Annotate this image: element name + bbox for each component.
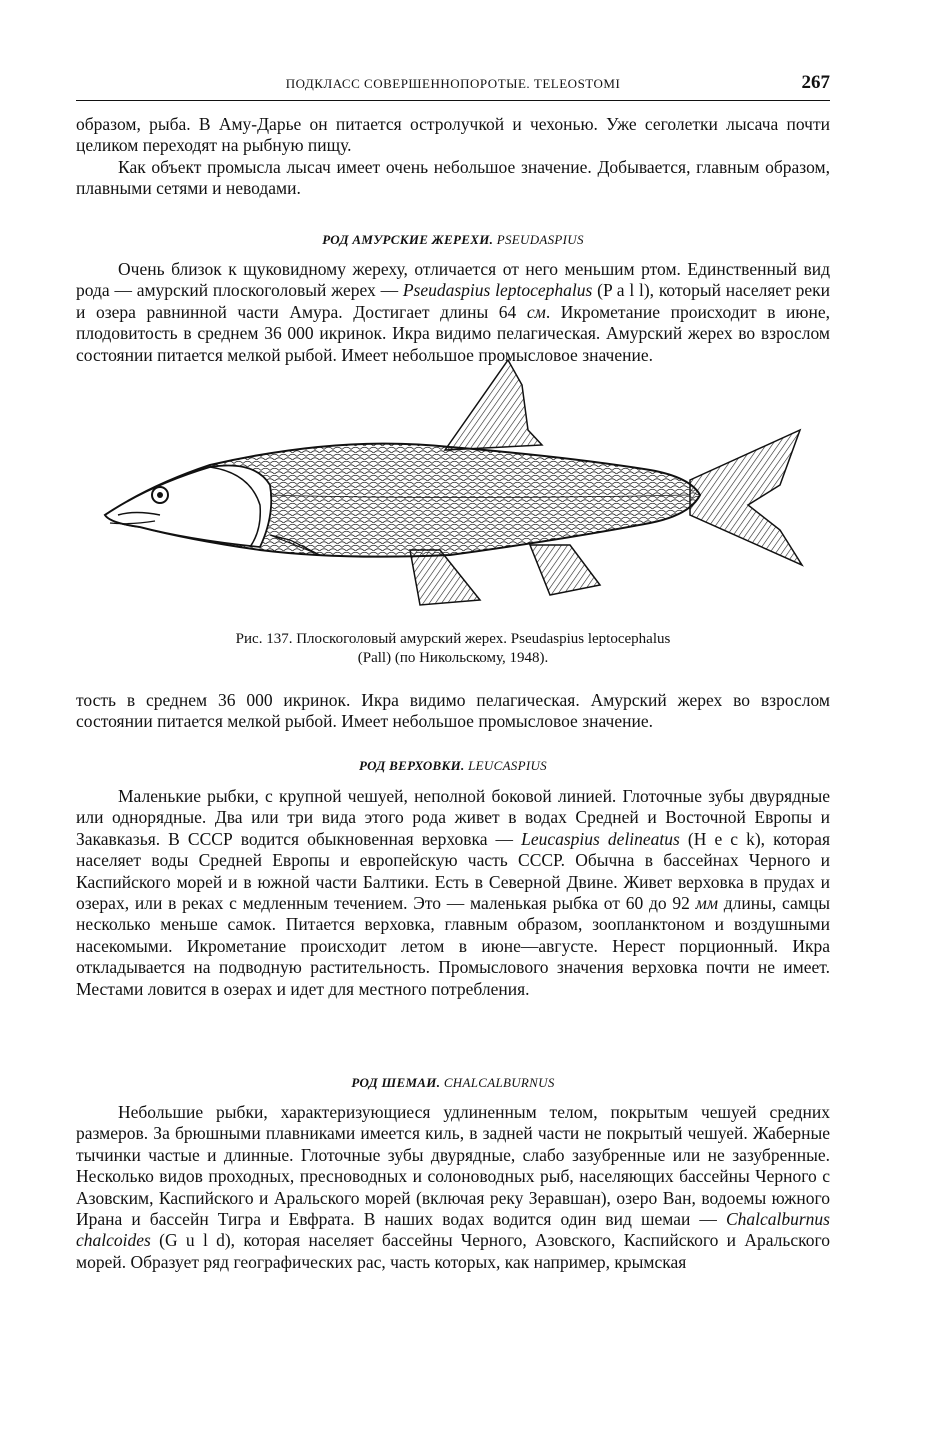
running-header xyxy=(76,72,830,101)
genus-heading-leucaspius xyxy=(76,758,830,774)
intro-text xyxy=(76,114,830,200)
genus-heading-pseudaspius xyxy=(76,232,830,248)
paragraph-continuation: тость в среднем 36 000 икринок. Икра видимо пелагическая. Амурский жерех во взрослом состоянии питается мелкой рыбой. Имеет небольшое промысловое значение. xyxy=(76,690,830,732)
chalcalburnus-text xyxy=(76,1102,830,1273)
genus-name-lat: CHALCALBURNUS xyxy=(443,1075,555,1090)
text-run: (H e c k), которая населяет воды Средней Европы и европейскую часть СССР. Обычна в бассейнах Черного и Каспийского морей и в южной части Балтики. Есть в Северной Двине. Живет верховка в прудах и озерах, или в реках с медленным течением. Это — маленькая рыбка от 60 до 92 xyxy=(76,828,830,914)
caudal-fin xyxy=(690,430,802,565)
genus-name-lat: PSEUDASPIUS xyxy=(496,232,584,247)
fish-head xyxy=(105,465,271,547)
text-run: Небольшие рыбки, характеризующиеся удлиненным телом, покрытым чешуей средних размеров. За брюшными плавниками имеется киль, в задней части не покрытый чешуей. Жаберные тычинки частые и длинные. Глоточные зубы двурядные, слабо зазубренные или не зазубренные. Несколько видов проходных, пресноводных и солоноводных рыб, населяющих бассейны Черного с Азовским, Каспийского и Аральского морей (включая реку Зеравшан), озеро Ван, водоемы южного Ирана и бассейн Тигра и Евфрата. В наших водах водится один вид шемаи — xyxy=(76,1102,830,1230)
paragraph xyxy=(76,1102,830,1273)
text-run: длины, самцы несколько меньше самок. Питается верховка, главным образом, зоопланктоном и воздушными насекомыми. Икрометание происходит летом в июне—августе. Нерест порционный. Икра откладывается на подводную растительность. Промыслового значения верховка почти не имеет. Местами ловится в озерах и идет для местного потребления. xyxy=(76,893,830,999)
text-run: . Икрометание происходит в июне, плодовитость в среднем 36 000 икринок. Икра видимо пелагическая. Амурский жерех во взрослом состоянии питается мелкой рыбой. Имеет небольшое промысловое значение. xyxy=(76,301,831,365)
unit: мм xyxy=(695,893,718,914)
species-name: Chalcalburnus chalcoides xyxy=(76,1209,830,1251)
paragraph: Как объект промысла лысач имеет очень небольшое значение. Добывается, главным образом, плавными сетями и неводами. xyxy=(76,156,830,199)
caption-line: Рис. 137. Плоскоголовый амурский жерех. Pseudaspius leptocephalus xyxy=(235,631,671,647)
unit: см xyxy=(526,301,546,322)
paragraph xyxy=(76,786,830,1000)
anal-fin xyxy=(530,545,600,595)
species-name: Pseudaspius leptocephalus xyxy=(402,280,593,301)
leucaspius-text xyxy=(76,786,830,1000)
genus-name-ru: РОД ШЕМАИ. xyxy=(351,1075,441,1090)
text-run: (G u l d), которая населяет бассейны Черного, Азовского, Каспийского и Аральского морей. Образует ряд географических рас, часть которых, как например, крымская xyxy=(76,1230,830,1272)
pseudaspius-text-continued xyxy=(76,690,830,733)
text-run: (P a l l), который населяет реки и озера равнинной части Амура. Достигает длины 64 xyxy=(76,280,830,322)
running-title: ПОДКЛАСС СОВЕРШЕННОПОРОТЫЕ. TELEOSTOMI xyxy=(285,76,621,91)
figure-caption xyxy=(76,630,830,668)
species-name: Leucaspius delineatus xyxy=(521,828,680,849)
text-run: Очень близок к щуковидному жереху, отличается от него меньшим ртом. Единственный вид рода — амурский плоскоголовый жерех — xyxy=(76,259,830,301)
genus-name-ru: РОД ВЕРХОВКИ. xyxy=(359,758,465,773)
genus-heading-chalcalburnus xyxy=(76,1075,830,1091)
text-run: Маленькие рыбки, с крупной чешуей, неполной боковой линией. Глоточные зубы двурядные или однорядные. Два или три вида этого рода живет в водах Средней и Восточной Европы и Закавказья. В СССР водится обыкновенная верховка — xyxy=(76,786,830,849)
pelvic-fin xyxy=(410,550,480,605)
dorsal-fin xyxy=(445,360,542,450)
pseudaspius-fish-drawing xyxy=(90,355,810,620)
caption-line: (Pall) (по Никольскому, 1948). xyxy=(357,650,549,666)
paragraph: образом, рыба. В Аму-Дарье он питается остролучкой и чехонью. Уже сеголетки лысача почти целиком переходят на рыбную пищу. xyxy=(76,114,830,156)
page-number: 267 xyxy=(801,72,830,93)
pseudaspius-text-top xyxy=(76,259,831,365)
paragraph xyxy=(76,259,830,366)
fish-illustration xyxy=(90,355,810,620)
genus-name-lat: LEUCASPIUS xyxy=(468,758,547,773)
genus-name-ru: РОД АМУРСКИЕ ЖЕРЕХИ. xyxy=(322,232,494,247)
